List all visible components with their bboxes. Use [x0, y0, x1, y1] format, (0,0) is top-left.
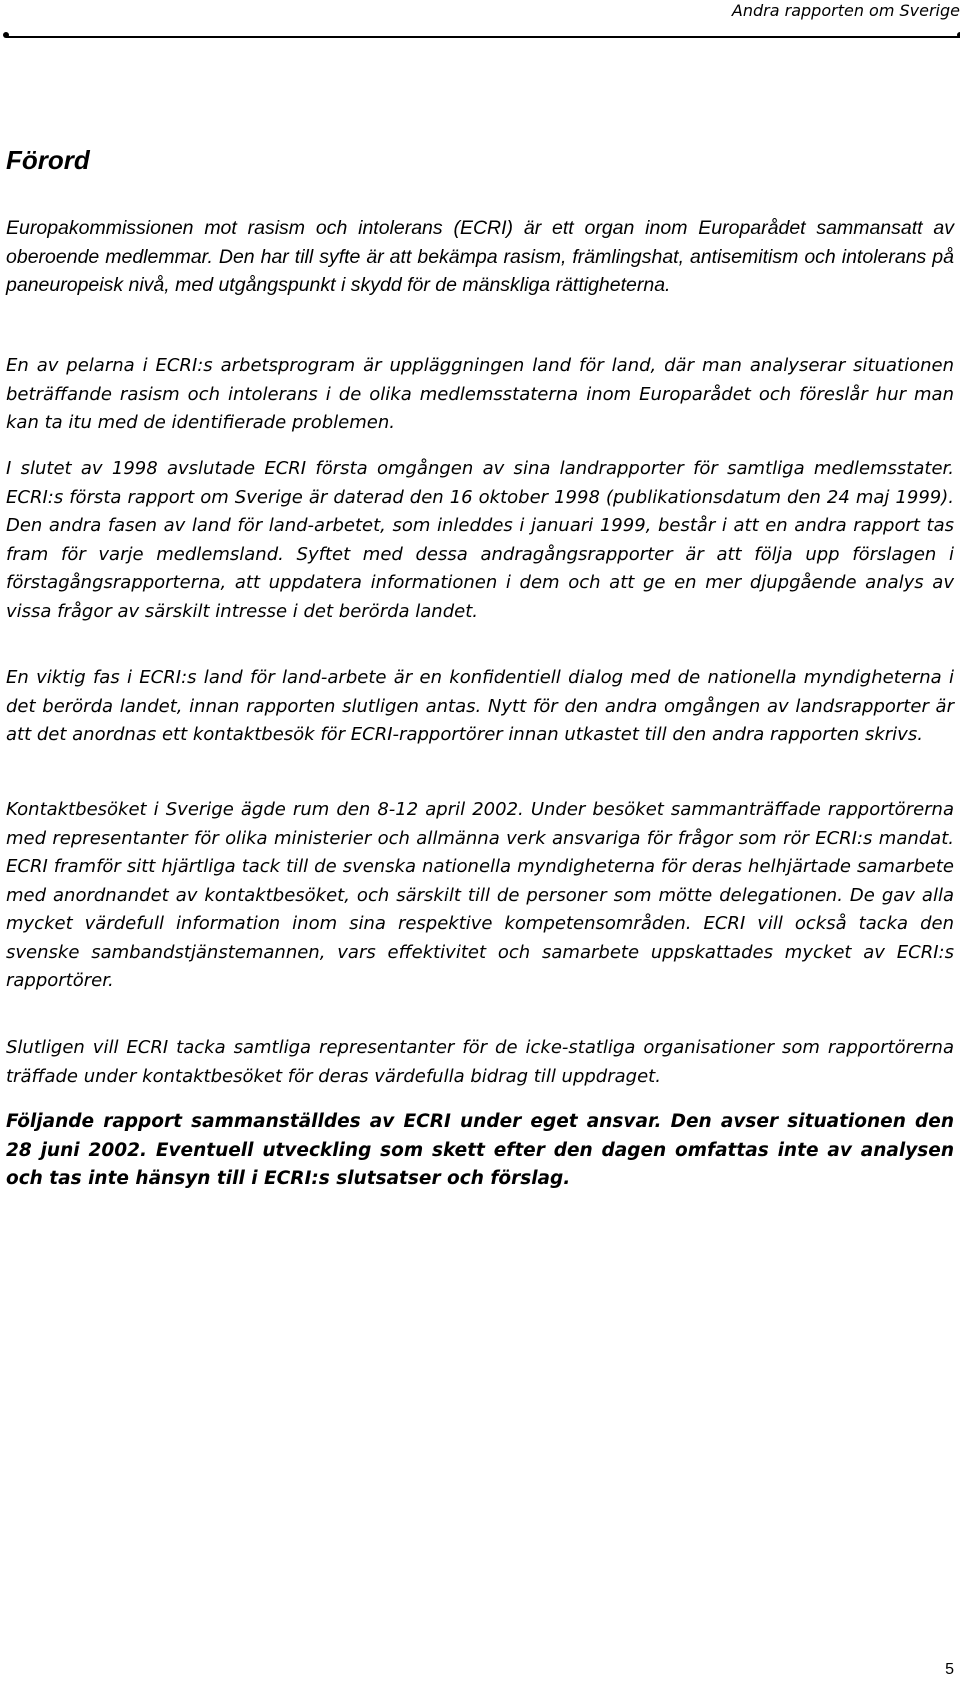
paragraph-confidential-dialogue: En viktig fas i ECRI:s land för land-arbete är en konfidentiell dialog med de nationella myndigheterna i det berörda landet, innan rapporten slutligen antas. Nytt för den andra omgången av landsrapporter är att det anordnas ett kontaktbesök för ECRI-rapportörer innan utkastet till den andra rapporten skrivs. [6, 667, 954, 745]
paragraph-contact-visit: Kontaktbesöket i Sverige ägde rum den 8-12 april 2002. Under besöket sammanträffade rapportörerna med representanter för olika ministerier och allmänna verk ansvariga för frågor som rör ECRI:s mandat. ECRI framför sitt hjärtliga tack till de svenska nationella myndigheterna för deras helhjärtade samarbete med anordnandet av kontaktbesöket, och särskilt till de personer som mötte delegationen. De gav alla mycket värdefull information inom sina respektive kompetensområden. ECRI vill också tacka den svenske sambandstjänstemannen, vars effektivitet och samarbete uppskattades mycket av ECRI:s rapportörer. [6, 799, 954, 991]
page-number: 5 [945, 1661, 954, 1678]
header-rule [6, 36, 960, 38]
header-rule-left-dot [3, 32, 9, 38]
paragraph-ngo-thanks: Slutligen vill ECRI tacka samtliga representanter för de icke-statliga organisationer som rapportörerna träffade under kontaktbesöket för deras värdefulla bidrag till uppdraget. [6, 1037, 954, 1087]
running-title: Andra rapporten om Sverige [731, 1, 960, 20]
paragraph-ecri-intro: Europakommissionen mot rasism och intolerans (ECRI) är ett organ inom Europarådet sammansatt av oberoende medlemmar. Den har till syfte är att bekämpa rasism, främlingshat, antisemitism och intolerans på paneuropeisk nivå, med utgångspunkt i skydd för de mänskliga rättigheterna. [6, 217, 954, 296]
paragraph-work-programme: En av pelarna i ECRI:s arbetsprogram är uppläggningen land för land, där man analyserar situationen beträffande rasism och intolerans i de olika medlemsstaterna inom Europarådet och föreslår hur man kan ta itu med de identifierade problemen. [6, 355, 954, 433]
page-title: Förord [6, 145, 90, 175]
paragraph-responsibility-statement: Följande rapport sammanställdes av ECRI under eget ansvar. Den avser situationen den 28 juni 2002. Eventuell utveckling som skett efter den dagen omfattas inte av analysen och tas inte hänsyn till i ECRI:s slutsatser och förslag. [6, 1111, 954, 1189]
running-header [6, 0, 960, 40]
paragraph-reporting-cycles: I slutet av 1998 avslutade ECRI första omgången av sina landrapporter för samtliga medlemsstater. ECRI:s första rapport om Sverige är daterad den 16 oktober 1998 (publikationsdatum den 24 maj 1999). Den andra fasen av land för land-arbetet, som inleddes i januari 1999, består i att en andra rapport tas fram för varje medlemsland. Syftet med dessa andragångsrapporter är att följa upp förslagen i förstagångsrapporterna, att uppdatera informationen i dem och att ge en mer djupgående analys av vissa frågor av särskilt intresse i det berörda landet. [6, 458, 954, 622]
